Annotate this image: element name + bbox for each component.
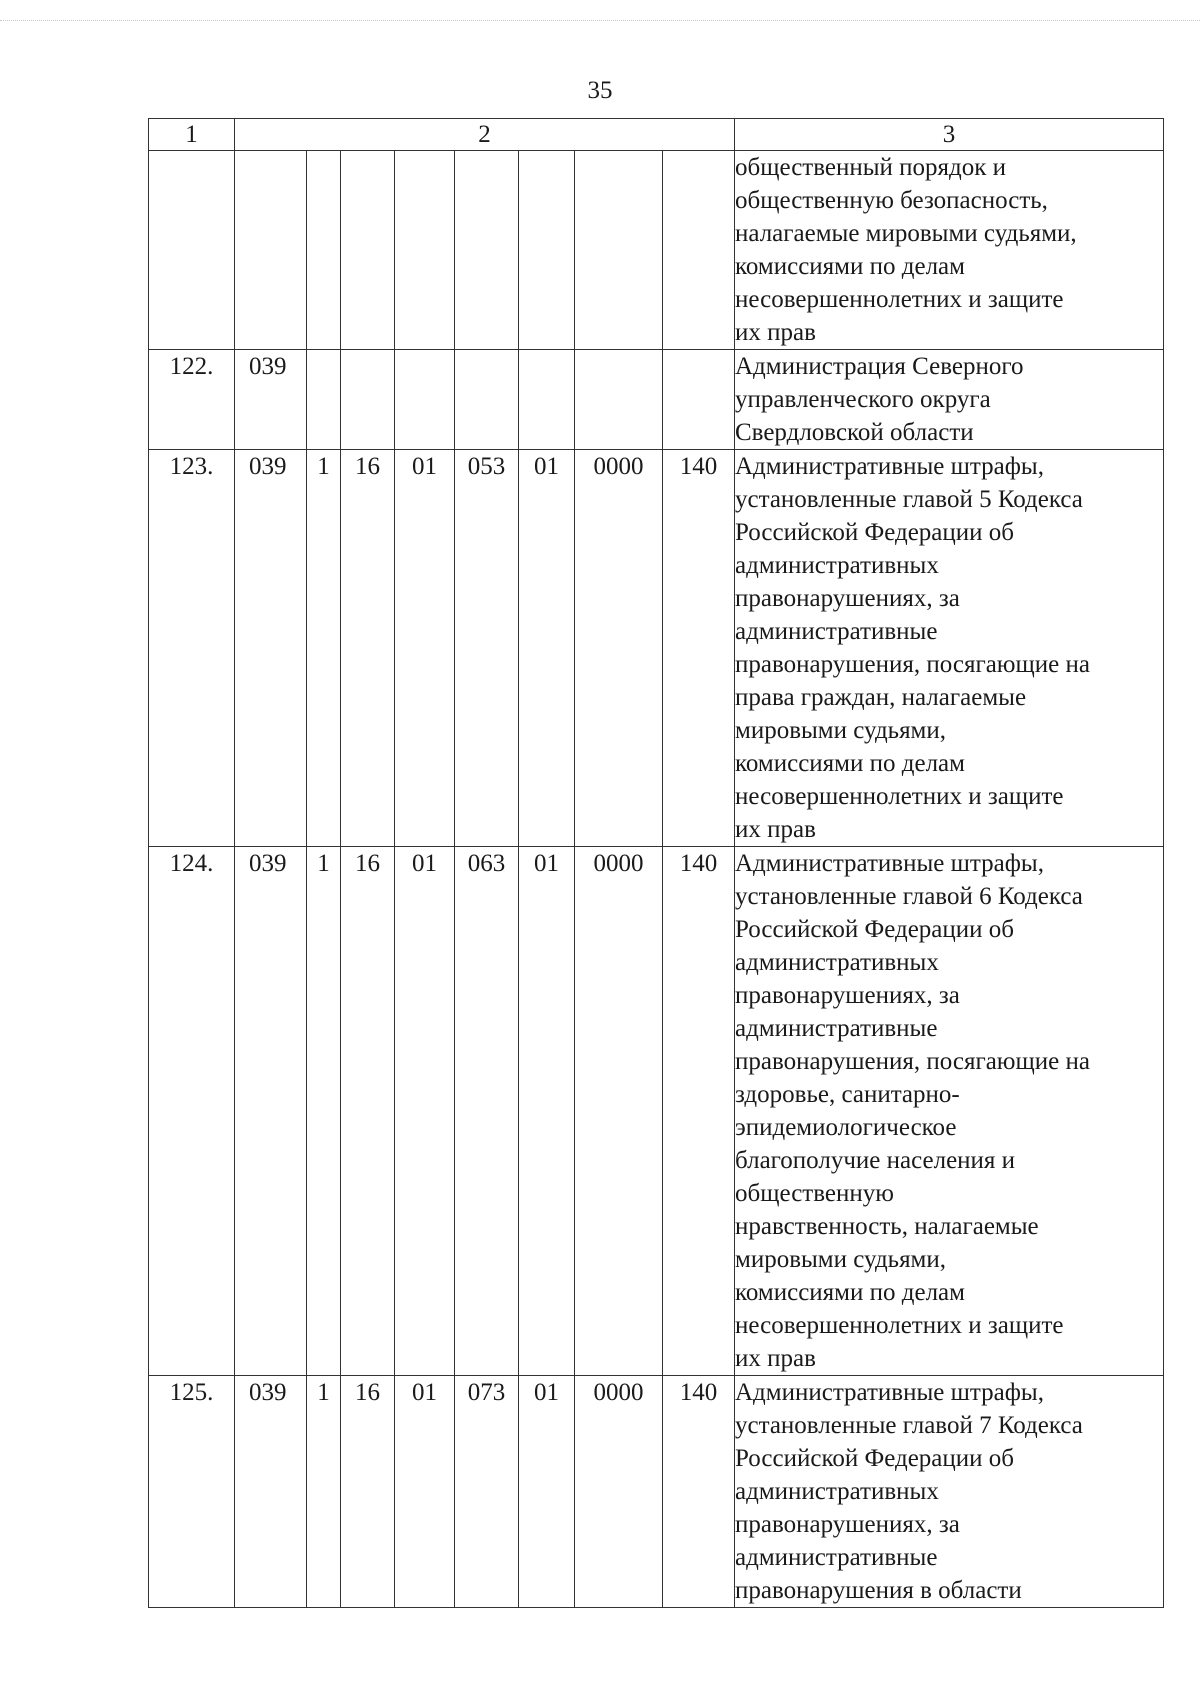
table-row [149,847,1164,1376]
description-line: эпидемиологическое [735,1114,957,1141]
description-line: Администрация Северного [735,353,1024,380]
code-segment-2: 1 [307,1376,341,1608]
description-line: установленные главой 6 Кодекса [735,883,1083,910]
description-line: административных [735,949,939,976]
description-line: административные [735,618,938,645]
description-line: их прав [735,816,816,843]
code-segment-4 [395,350,455,450]
row-number: 124. [149,847,235,1376]
description-line: административных [735,1478,939,1505]
code-segment-5: 063 [455,847,519,1376]
page-number: 35 [587,77,613,104]
code-segment-2 [307,350,341,450]
code-segment-7: 0000 [575,847,663,1376]
code-segment-1: 039 [235,1376,307,1608]
code-segment-8: 140 [663,1376,735,1608]
code-segment-6: 01 [519,1376,575,1608]
description-line: Свердловской области [735,419,974,446]
description-line: Административные штрафы, [735,850,1044,877]
row-number: 125. [149,1376,235,1608]
code-segment-6: 01 [519,450,575,847]
description-line: правонарушения в области [735,1577,1022,1604]
code-segment-3 [341,151,395,350]
header-col-3: 3 [735,119,1164,151]
code-segment-5 [455,350,519,450]
code-segment-4: 01 [395,1376,455,1608]
header-col-1: 1 [149,119,235,151]
header-col-2: 2 [235,119,735,151]
code-segment-8: 140 [663,847,735,1376]
description-line: комиссиями по делам [735,1279,965,1306]
description-line: мировыми судьями, [735,717,947,744]
description-line: их прав [735,319,816,346]
code-segment-3: 16 [341,450,395,847]
code-segment-7 [575,350,663,450]
row-description [735,151,1164,350]
code-segment-7: 0000 [575,450,663,847]
code-segment-8: 140 [663,450,735,847]
code-segment-5: 053 [455,450,519,847]
code-segment-5: 073 [455,1376,519,1608]
description-line: общественный порядок и [735,154,1007,181]
code-segment-8 [663,350,735,450]
code-segment-1: 039 [235,350,307,450]
description-line: Административные штрафы, [735,453,1044,480]
header-row [149,119,1164,151]
code-segment-3: 16 [341,1376,395,1608]
description-line: правонарушения, посягающие на [735,1048,1090,1075]
description-line: административных [735,552,939,579]
description-line: общественную безопасность, [735,187,1048,214]
code-segment-3 [341,350,395,450]
code-segment-7 [575,151,663,350]
row-number: 122. [149,350,235,450]
code-segment-2 [307,151,341,350]
description-line: общественную [735,1180,894,1207]
code-segment-6 [519,350,575,450]
row-number: 123. [149,450,235,847]
description-line: административные [735,1015,938,1042]
table-row [149,450,1164,847]
description-line: установленные главой 5 Кодекса [735,486,1083,513]
code-segment-6 [519,151,575,350]
description-line: налагаемые мировыми судьями, [735,220,1077,247]
table-row [149,1376,1164,1608]
description-line: несовершеннолетних и защите [735,1312,1064,1339]
description-line: комиссиями по делам [735,253,965,280]
budget-codes-table [148,118,1164,1608]
description-line: несовершеннолетних и защите [735,286,1064,313]
description-line: административные [735,1544,938,1571]
description-line: комиссиями по делам [735,750,965,777]
code-segment-2: 1 [307,450,341,847]
description-line: управленческого округа [735,386,991,413]
code-segment-1: 039 [235,847,307,1376]
description-line: Административные штрафы, [735,1379,1044,1406]
description-line: Российской Федерации об [735,519,1014,546]
code-segment-7: 0000 [575,1376,663,1608]
description-line: несовершеннолетних и защите [735,783,1064,810]
description-line: Российской Федерации об [735,1445,1014,1472]
description-line: благополучие населения и [735,1147,1016,1174]
code-segment-4 [395,151,455,350]
row-description [735,1376,1164,1608]
description-line: здоровье, санитарно- [735,1081,960,1108]
code-segment-2: 1 [307,847,341,1376]
table-row [149,350,1164,450]
description-line: Российской Федерации об [735,916,1014,943]
description-line: мировыми судьями, [735,1246,947,1273]
description-line: установленные главой 7 Кодекса [735,1412,1083,1439]
description-line: их прав [735,1345,816,1372]
description-line: права граждан, налагаемые [735,684,1027,711]
code-segment-5 [455,151,519,350]
row-description [735,847,1164,1376]
code-segment-3: 16 [341,847,395,1376]
code-segment-1: 039 [235,450,307,847]
row-description [735,450,1164,847]
code-segment-1 [235,151,307,350]
code-segment-8 [663,151,735,350]
description-line: нравственность, налагаемые [735,1213,1039,1240]
scan-edge-dots [0,20,1200,22]
description-line: правонарушения, посягающие на [735,651,1090,678]
code-segment-4: 01 [395,847,455,1376]
row-description [735,350,1164,450]
code-segment-6: 01 [519,847,575,1376]
row-number [149,151,235,350]
description-line: правонарушениях, за [735,585,960,612]
description-line: правонарушениях, за [735,982,960,1009]
description-line: правонарушениях, за [735,1511,960,1538]
table-row [149,151,1164,350]
code-segment-4: 01 [395,450,455,847]
